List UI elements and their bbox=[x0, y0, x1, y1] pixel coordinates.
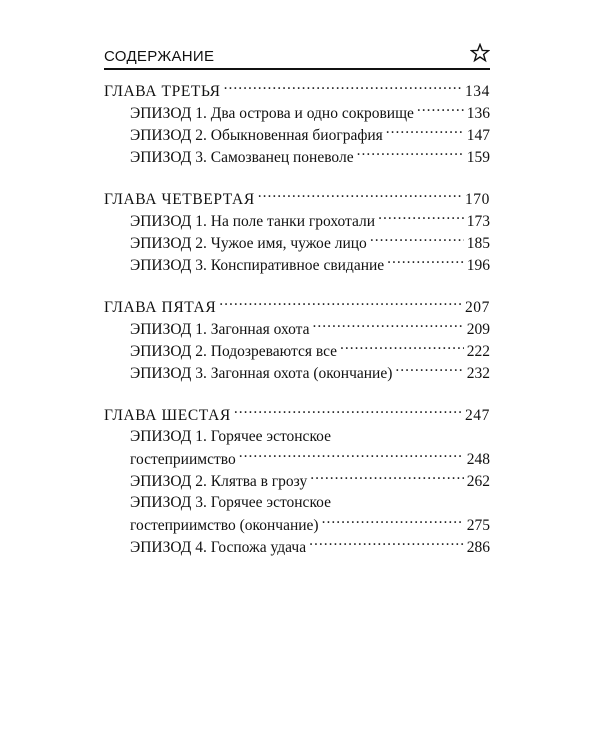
page-number: 286 bbox=[466, 538, 490, 556]
chapter-entry[interactable] bbox=[104, 296, 490, 318]
page-number: 173 bbox=[466, 212, 490, 230]
episode-entry[interactable] bbox=[104, 210, 490, 232]
page-number: 134 bbox=[464, 82, 490, 100]
episode-title: ЭПИЗОД 2. Чужое имя, чужое лицо bbox=[130, 234, 367, 252]
page-number: 207 bbox=[464, 298, 490, 316]
episode-entry[interactable] bbox=[104, 340, 490, 362]
chapter-entry[interactable] bbox=[104, 404, 490, 426]
episode-title: ЭПИЗОД 3. Загонная охота (окончание) bbox=[130, 364, 393, 382]
episode-entry[interactable] bbox=[104, 362, 490, 384]
episode-entry[interactable] bbox=[104, 536, 490, 558]
episode-title-line1: ЭПИЗОД 3. Горячее эстонское bbox=[130, 494, 332, 511]
dot-leader bbox=[357, 146, 464, 162]
dot-leader bbox=[310, 470, 464, 486]
dot-leader bbox=[386, 124, 464, 140]
episode-title: ЭПИЗОД 2. Обыкновенная биография bbox=[130, 126, 383, 144]
chapter-title: ГЛАВА ЧЕТВЕРТАЯ bbox=[104, 190, 255, 208]
section-gap bbox=[104, 384, 490, 404]
episode-entry[interactable] bbox=[104, 124, 490, 146]
page-number: 159 bbox=[466, 148, 490, 166]
section-gap bbox=[104, 276, 490, 296]
episode-entry[interactable] bbox=[104, 146, 490, 168]
header-rule bbox=[104, 68, 490, 70]
chapter-6 bbox=[104, 404, 490, 558]
episode-entry[interactable] bbox=[104, 254, 490, 276]
episode-title: ЭПИЗОД 2. Подозреваются все bbox=[130, 342, 338, 360]
episode-title: ЭПИЗОД 1. На поле танки грохотали bbox=[130, 212, 376, 230]
episode-title: ЭПИЗОД 3. Самозванец поневоле bbox=[130, 148, 354, 166]
chapter-title: ГЛАВА ТРЕТЬЯ bbox=[104, 82, 221, 100]
episode-title: ЭПИЗОД 3. Конспиративное свидание bbox=[130, 256, 385, 274]
dot-leader bbox=[387, 254, 464, 270]
episode-entry[interactable] bbox=[104, 102, 490, 124]
dot-leader bbox=[370, 232, 464, 248]
page-number: 262 bbox=[466, 472, 490, 490]
dot-leader bbox=[219, 296, 462, 312]
dot-leader bbox=[417, 102, 464, 118]
episode-title: ЭПИЗОД 1. Два острова и одно сокровище bbox=[130, 104, 414, 122]
page-header bbox=[104, 40, 490, 74]
episode-entry[interactable] bbox=[104, 318, 490, 340]
page-title: СОДЕРЖАНИЕ bbox=[104, 48, 215, 65]
page-number: 196 bbox=[466, 256, 490, 274]
dot-leader bbox=[258, 188, 462, 204]
chapter-entry[interactable] bbox=[104, 80, 490, 102]
episode-entry[interactable] bbox=[104, 448, 490, 470]
page-number: 222 bbox=[466, 342, 490, 360]
chapter-5 bbox=[104, 296, 490, 384]
dot-leader bbox=[309, 536, 464, 552]
dot-leader bbox=[378, 210, 464, 226]
episode-title: гостеприимство bbox=[130, 450, 236, 468]
episode-title: ЭПИЗОД 1. Загонная охота bbox=[130, 320, 310, 338]
episode-entry[interactable] bbox=[104, 470, 490, 492]
episode-title-line1: ЭПИЗОД 1. Горячее эстонское bbox=[130, 428, 332, 445]
episode-entry[interactable] bbox=[104, 514, 490, 536]
dot-leader bbox=[322, 514, 464, 530]
chapter-title: ГЛАВА ПЯТАЯ bbox=[104, 298, 217, 316]
page-number: 185 bbox=[466, 234, 490, 252]
episode-title: ЭПИЗОД 2. Клятва в грозу bbox=[130, 472, 308, 490]
dot-leader bbox=[239, 448, 464, 464]
page-number: 147 bbox=[466, 126, 490, 144]
episode-entry[interactable] bbox=[104, 232, 490, 254]
dot-leader bbox=[313, 318, 464, 334]
chapter-3 bbox=[104, 80, 490, 168]
chapter-4 bbox=[104, 188, 490, 276]
page-number: 275 bbox=[466, 516, 490, 534]
star-outline-icon bbox=[470, 43, 490, 63]
episode-title: ЭПИЗОД 4. Госпожа удача bbox=[130, 538, 307, 556]
page-number: 247 bbox=[464, 406, 490, 424]
chapter-entry[interactable] bbox=[104, 188, 490, 210]
page-number: 209 bbox=[466, 320, 490, 338]
section-gap bbox=[104, 168, 490, 188]
page-number: 232 bbox=[466, 364, 490, 382]
page-number: 248 bbox=[466, 450, 490, 468]
chapter-title: ГЛАВА ШЕСТАЯ bbox=[104, 406, 231, 424]
dot-leader bbox=[340, 340, 464, 356]
page-number: 170 bbox=[464, 190, 490, 208]
page-number: 136 bbox=[466, 104, 490, 122]
dot-leader bbox=[224, 80, 462, 96]
table-of-contents bbox=[104, 80, 490, 558]
episode-title: гостеприимство (окончание) bbox=[130, 516, 319, 534]
dot-leader bbox=[395, 362, 463, 378]
dot-leader bbox=[234, 404, 462, 420]
